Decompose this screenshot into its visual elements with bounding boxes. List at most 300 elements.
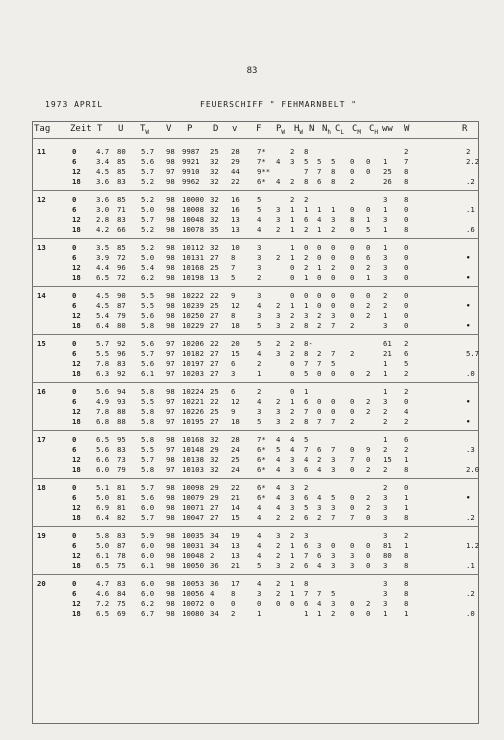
cell-tw: 6.0 — [141, 551, 155, 560]
cell-n: 6 — [304, 397, 309, 406]
cell-u: 83 — [117, 359, 126, 368]
cell-p: 10195 — [182, 417, 204, 426]
cell-p: 10229 — [182, 321, 204, 330]
cell-ww: 3 — [383, 321, 388, 330]
cell-v: 25 — [231, 455, 240, 464]
cell-n: 0 — [304, 291, 309, 300]
cell-t: 4.5 — [96, 301, 110, 310]
cell-hw: 1 — [290, 551, 295, 560]
cell-t: 5.0 — [96, 493, 110, 502]
cell-cl: 8 — [331, 167, 336, 176]
cell-pw: 3 — [276, 311, 281, 320]
cell-t: 5.7 — [96, 339, 110, 348]
cell-pw: 4 — [276, 157, 281, 166]
cell-tw: 5.6 — [141, 311, 155, 320]
cell-cm: 0 — [350, 157, 355, 166]
cell-v: 98 — [166, 455, 175, 464]
cell-ch: 0 — [366, 243, 371, 252]
cell-v: 9 — [231, 291, 236, 300]
day-label: 12 — [37, 195, 46, 204]
cell-p: 10008 — [182, 205, 204, 214]
cell-tw: 5.8 — [141, 465, 155, 474]
cell-v: 98 — [166, 205, 175, 214]
column-header-cm: $C_M$ — [352, 124, 362, 136]
cell-d: 27 — [210, 359, 219, 368]
cell-nh: 0 — [317, 243, 322, 252]
cell-n: 8 — [304, 349, 309, 358]
cell-t: 6.1 — [96, 551, 110, 560]
group-divider — [32, 334, 479, 335]
cell-v: 20 — [231, 339, 240, 348]
cell-f: 6* — [257, 483, 266, 492]
cell-r: .0 — [466, 369, 475, 378]
cell-v: 98 — [166, 503, 175, 512]
cell-nh: 2 — [317, 513, 322, 522]
cell-ch: 2 — [366, 397, 371, 406]
cell-v: 98 — [166, 273, 175, 282]
cell-hw: 2 — [290, 531, 295, 540]
cell-pw: 2 — [276, 589, 281, 598]
cell-p: 10072 — [182, 599, 204, 608]
cell-w: 0 — [404, 205, 409, 214]
cell-ww: 2 — [383, 445, 388, 454]
cell-ch: 0 — [366, 167, 371, 176]
cell-v: 98 — [166, 531, 175, 540]
cell-r: • — [466, 253, 471, 262]
cell-w: 8 — [404, 561, 409, 570]
cell-ch: 0 — [366, 513, 371, 522]
cell-f: 2 — [257, 359, 262, 368]
cell-ww: 1 — [383, 157, 388, 166]
cell-tw: 5.7 — [141, 513, 155, 522]
cell-tw: 6.0 — [141, 579, 155, 588]
cell-v: 0 — [231, 599, 236, 608]
cell-zeit: 18 — [72, 177, 81, 186]
cell-tw: 5.5 — [141, 445, 155, 454]
cell-u: 71 — [117, 205, 126, 214]
cell-hw: 1 — [290, 205, 295, 214]
cell-v: 98 — [166, 387, 175, 396]
day-label: 16 — [37, 387, 46, 396]
cell-v: 98 — [166, 177, 175, 186]
cell-v: 21 — [231, 493, 240, 502]
cell-zeit: 12 — [72, 551, 81, 560]
cell-f: 5 — [257, 205, 262, 214]
cell-v: 3 — [231, 369, 236, 378]
cell-ch: 0 — [366, 551, 371, 560]
cell-v: 7 — [231, 263, 236, 272]
cell-w: 1 — [404, 541, 409, 550]
cell-d: 25 — [210, 407, 219, 416]
cell-n: 1 — [304, 273, 309, 282]
cell-p: 9910 — [182, 167, 200, 176]
cell-zeit: 12 — [72, 311, 81, 320]
cell-p: 10056 — [182, 589, 204, 598]
cell-v: 29 — [231, 157, 240, 166]
cell-pw: 2 — [276, 301, 281, 310]
cell-pw: 2 — [276, 339, 281, 348]
cell-ww: 80 — [383, 551, 392, 560]
cell-n: 5 — [304, 435, 309, 444]
group-divider — [32, 382, 479, 383]
cell-ww: 1 — [383, 369, 388, 378]
cell-u: 79 — [117, 465, 126, 474]
cell-t: 6.4 — [96, 321, 110, 330]
cell-cm: 0 — [350, 609, 355, 618]
cell-zeit: 12 — [72, 215, 81, 224]
cell-zeit: 6 — [72, 349, 77, 358]
cell-p: 10138 — [182, 455, 204, 464]
cell-p: 10079 — [182, 493, 204, 502]
cell-tw: 5.2 — [141, 177, 155, 186]
cell-v: 97 — [166, 407, 175, 416]
cell-v: 13 — [231, 541, 240, 550]
cell-d: 2 — [210, 551, 215, 560]
cell-n: 6 — [304, 541, 309, 550]
cell-cl: 7 — [331, 349, 336, 358]
cell-zeit: 18 — [72, 321, 81, 330]
cell-t: 4.2 — [96, 225, 110, 234]
cell-pw: 3 — [276, 205, 281, 214]
cell-zeit: 0 — [72, 147, 77, 156]
cell-hw: 0 — [290, 263, 295, 272]
cell-nh: 1 — [317, 263, 322, 272]
cell-v: 98 — [166, 561, 175, 570]
cell-v: 98 — [166, 253, 175, 262]
cell-v: 97 — [166, 465, 175, 474]
cell-d: 27 — [210, 513, 219, 522]
cell-f: 0 — [257, 599, 262, 608]
cell-n: 7 — [304, 589, 309, 598]
cell-d: 0 — [210, 599, 215, 608]
cell-f: 4 — [257, 541, 262, 550]
cell-p: 10182 — [182, 349, 204, 358]
cell-hw: 3 — [290, 483, 295, 492]
cell-ch: 1 — [366, 215, 371, 224]
cell-v: 18 — [231, 321, 240, 330]
cell-d: 25 — [210, 387, 219, 396]
cell-tw: 6.7 — [141, 609, 155, 618]
cell-n: 1 — [304, 301, 309, 310]
cell-v: 98 — [166, 551, 175, 560]
cell-ch: 0 — [366, 609, 371, 618]
column-header-w: W — [404, 124, 410, 134]
cell-f: 7* — [257, 435, 266, 444]
column-header-ww: ww — [382, 124, 393, 134]
cell-t: 6.4 — [96, 513, 110, 522]
cell-v: 98 — [166, 579, 175, 588]
cell-v: 44 — [231, 167, 240, 176]
cell-d: 13 — [210, 273, 219, 282]
cell-t: 3.6 — [96, 177, 110, 186]
cell-u: 81 — [117, 483, 126, 492]
cell-hw: 1 — [290, 301, 295, 310]
cell-r: • — [466, 417, 471, 426]
cell-v: 28 — [231, 435, 240, 444]
cell-ww: 81 — [383, 541, 392, 550]
cell-nh: 0 — [317, 273, 322, 282]
cell-cm: 0 — [350, 263, 355, 272]
cell-ch: 2 — [366, 465, 371, 474]
cell-ww: 3 — [383, 531, 388, 540]
cell-n: 6 — [304, 513, 309, 522]
cell-ww: 3 — [383, 503, 388, 512]
cell-cm: 0 — [350, 291, 355, 300]
column-header-p: P — [187, 124, 193, 134]
cell-zeit: 0 — [72, 195, 77, 204]
column-header-n: N — [309, 124, 315, 134]
cell-ww: 2 — [383, 465, 388, 474]
cell-ww: 21 — [383, 349, 392, 358]
cell-f: 4 — [257, 531, 262, 540]
cell-n: 6 — [304, 215, 309, 224]
cell-cl: 2 — [331, 609, 336, 618]
cell-v: 98 — [166, 435, 175, 444]
cell-nh: 0 — [317, 369, 322, 378]
cell-hw: 1 — [290, 579, 295, 588]
header-station: FEUERSCHIFF " FEHMARNBELT " — [200, 100, 358, 109]
cell-zeit: 0 — [72, 435, 77, 444]
cell-f: 5 — [257, 195, 262, 204]
cell-ww: 1 — [383, 435, 388, 444]
cell-cm: 0 — [350, 599, 355, 608]
cell-d: 25 — [210, 263, 219, 272]
cell-p: 10050 — [182, 561, 204, 570]
cell-cm: 0 — [350, 243, 355, 252]
cell-n: 3 — [304, 311, 309, 320]
cell-t: 6.9 — [96, 503, 110, 512]
cell-v: 21 — [231, 561, 240, 570]
cell-cm: 7 — [350, 513, 355, 522]
cell-u: 83 — [117, 579, 126, 588]
cell-zeit: 12 — [72, 359, 81, 368]
cell-d: 22 — [210, 339, 219, 348]
group-divider — [32, 238, 479, 239]
cell-n: 2 — [304, 195, 309, 204]
cell-nh: 6 — [317, 177, 322, 186]
cell-v: 98 — [166, 493, 175, 502]
cell-t: 5.5 — [96, 349, 110, 358]
cell-v: 13 — [231, 551, 240, 560]
cell-p: 10239 — [182, 301, 204, 310]
cell-r: 5.7 — [466, 349, 480, 358]
cell-u: 83 — [117, 177, 126, 186]
cell-cl: 3 — [331, 311, 336, 320]
cell-pw: 2 — [276, 397, 281, 406]
cell-ww: 2 — [383, 291, 388, 300]
cell-v: 98 — [166, 291, 175, 300]
cell-d: 34 — [210, 541, 219, 550]
cell-ww: 3 — [383, 579, 388, 588]
cell-cm: 2 — [350, 417, 355, 426]
cell-u: 80 — [117, 321, 126, 330]
cell-tw: 6.2 — [141, 273, 155, 282]
cell-tw: 5.6 — [141, 359, 155, 368]
cell-u: 83 — [117, 531, 126, 540]
cell-tw: 6.0 — [141, 589, 155, 598]
cell-r: • — [466, 493, 471, 502]
cell-p: 10198 — [182, 273, 204, 282]
cell-zeit: 0 — [72, 387, 77, 396]
cell-p: 10035 — [182, 531, 204, 540]
cell-tw: 6.2 — [141, 599, 155, 608]
cell-cl: 8 — [331, 177, 336, 186]
cell-tw: 6.0 — [141, 541, 155, 550]
cell-tw: 6.0 — [141, 503, 155, 512]
cell-f: 5 — [257, 417, 262, 426]
cell-f: 6* — [257, 445, 266, 454]
cell-nh: 3 — [317, 541, 322, 550]
cell-w: 2 — [404, 417, 409, 426]
cell-cm: 0 — [350, 541, 355, 550]
cell-u: 94 — [117, 387, 126, 396]
cell-n: 8- — [304, 339, 313, 348]
cell-cm: 0 — [350, 253, 355, 262]
cell-cl: 3 — [331, 551, 336, 560]
cell-w: 0 — [404, 311, 409, 320]
cell-nh: 7 — [317, 359, 322, 368]
cell-zeit: 12 — [72, 455, 81, 464]
cell-n: 0 — [304, 243, 309, 252]
cell-ww: 1 — [383, 205, 388, 214]
cell-hw: 2 — [290, 177, 295, 186]
cell-zeit: 0 — [72, 531, 77, 540]
cell-tw: 5.0 — [141, 253, 155, 262]
column-header-tw: $T_W$ — [140, 124, 150, 136]
cell-zeit: 12 — [72, 263, 81, 272]
cell-tw: 5.7 — [141, 167, 155, 176]
cell-ww: 1 — [383, 243, 388, 252]
cell-tw: 5.4 — [141, 263, 155, 272]
cell-w: 6 — [404, 349, 409, 358]
cell-f: 4 — [257, 215, 262, 224]
cell-v: 97 — [166, 349, 175, 358]
column-header-r: R — [462, 124, 468, 134]
column-header-ch: $C_H$ — [369, 124, 379, 136]
cell-u: 83 — [117, 445, 126, 454]
cell-p: 10226 — [182, 407, 204, 416]
cell-hw: 3 — [290, 465, 295, 474]
cell-u: 82 — [117, 513, 126, 522]
cell-hw: 1 — [290, 541, 295, 550]
cell-d: 36 — [210, 579, 219, 588]
cell-u: 85 — [117, 157, 126, 166]
cell-pw: 4 — [276, 435, 281, 444]
cell-cl: 0 — [331, 243, 336, 252]
cell-r: • — [466, 273, 471, 282]
cell-t: 7.8 — [96, 407, 110, 416]
cell-cl: 1 — [331, 205, 336, 214]
cell-pw: 2 — [276, 253, 281, 262]
day-label: 14 — [37, 291, 46, 300]
cell-ch: 0 — [366, 561, 371, 570]
cell-cl: 7 — [331, 445, 336, 454]
cell-hw: 0 — [290, 273, 295, 282]
column-header-cl: $C_L$ — [335, 124, 345, 136]
cell-d: 4 — [210, 589, 215, 598]
cell-nh: 1 — [317, 205, 322, 214]
cell-n: 2 — [304, 225, 309, 234]
group-divider — [32, 430, 479, 431]
cell-w: 0 — [404, 263, 409, 272]
cell-nh: 4 — [317, 561, 322, 570]
cell-ch: 9 — [366, 445, 371, 454]
cell-tw: 5.0 — [141, 205, 155, 214]
cell-v: 98 — [166, 541, 175, 550]
cell-v: 16 — [231, 205, 240, 214]
cell-v: 17 — [231, 579, 240, 588]
cell-u: 83 — [117, 215, 126, 224]
cell-tw: 5.5 — [141, 291, 155, 300]
cell-ww: 15 — [383, 455, 392, 464]
cell-ww: 1 — [383, 387, 388, 396]
group-divider — [32, 574, 479, 575]
cell-ch: 2 — [366, 263, 371, 272]
column-header-v: v — [232, 124, 238, 134]
cell-w: 1 — [404, 503, 409, 512]
cell-d: 32 — [210, 215, 219, 224]
cell-w: 0 — [404, 243, 409, 252]
cell-t: 3.4 — [96, 157, 110, 166]
cell-n: 1 — [304, 205, 309, 214]
cell-p: 10203 — [182, 369, 204, 378]
cell-ww: 2 — [383, 417, 388, 426]
cell-v: 13 — [231, 225, 240, 234]
cell-ch: 0 — [366, 291, 371, 300]
cell-r: .3 — [466, 445, 475, 454]
cell-n: 4 — [304, 455, 309, 464]
cell-tw: 5.8 — [141, 407, 155, 416]
cell-v: 8 — [231, 253, 236, 262]
cell-v: 12 — [231, 397, 240, 406]
cell-zeit: 6 — [72, 541, 77, 550]
cell-hw: 2 — [290, 407, 295, 416]
cell-nh: 7 — [317, 167, 322, 176]
cell-t: 4.4 — [96, 263, 110, 272]
column-header-pw: $P_W$ — [276, 124, 286, 136]
cell-t: 6.8 — [96, 417, 110, 426]
cell-t: 7.2 — [96, 599, 110, 608]
cell-v: 97 — [166, 445, 175, 454]
cell-zeit: 12 — [72, 407, 81, 416]
cell-f: 4 — [257, 503, 262, 512]
cell-d: 32 — [210, 465, 219, 474]
cell-p: 10053 — [182, 579, 204, 588]
cell-r: 2 — [466, 147, 471, 156]
cell-v: 18 — [231, 417, 240, 426]
cell-ch: 2 — [366, 503, 371, 512]
cell-v: 19 — [231, 531, 240, 540]
cell-f: 7* — [257, 157, 266, 166]
cell-u: 75 — [117, 561, 126, 570]
cell-n: 6 — [304, 493, 309, 502]
cell-w: 2 — [404, 531, 409, 540]
day-label: 11 — [37, 147, 46, 156]
cell-ww: 1 — [383, 359, 388, 368]
cell-ww: 3 — [383, 195, 388, 204]
cell-f: 7* — [257, 147, 266, 156]
cell-nh: 7 — [317, 417, 322, 426]
cell-n: 2 — [304, 263, 309, 272]
cell-v: 97 — [166, 417, 175, 426]
cell-v: 15 — [231, 349, 240, 358]
cell-f: 5 — [257, 339, 262, 348]
cell-cl: 7 — [331, 417, 336, 426]
cell-r: • — [466, 321, 471, 330]
cell-p: 10048 — [182, 215, 204, 224]
cell-nh: 4 — [317, 465, 322, 474]
cell-ww: 1 — [383, 609, 388, 618]
